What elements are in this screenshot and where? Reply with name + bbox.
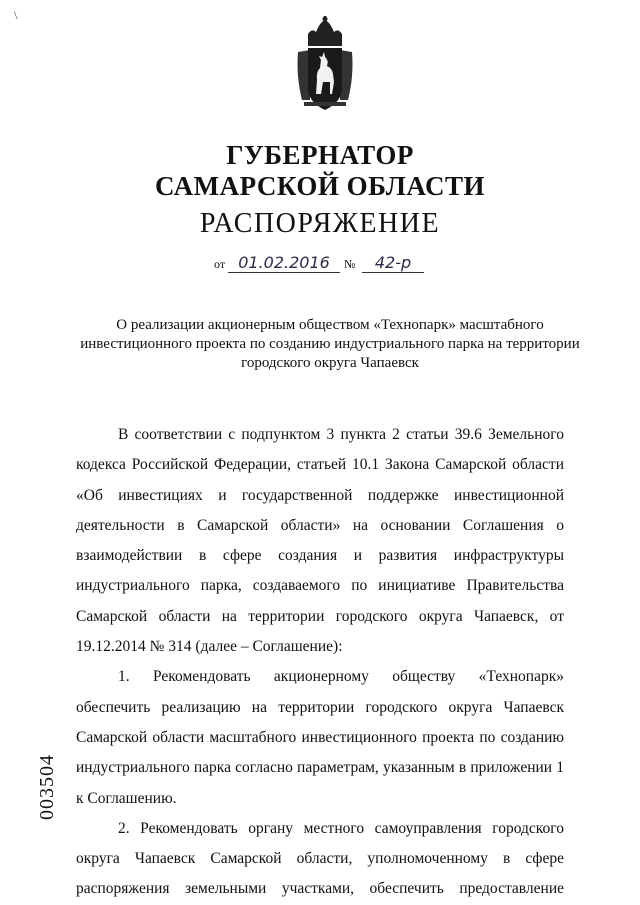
document-body (76, 420, 564, 905)
governor-title-line2: САМАРСКОЙ ОБЛАСТИ (154, 171, 486, 201)
body-paragraph-2: 1. Рекомендовать акционерному обществу «Технопарк» обеспечить реализацию на территории городского округа Чапаевск Самарской области масштабного инвестиционного проекта по созданию индустриального парка согласно параметрам, указанным в приложении 1 к Соглашению. (76, 668, 564, 807)
date-prefix: от (214, 257, 226, 271)
document-subject: О реализации акционерным обществом «Технопарк» масштабного инвестиционного проекта по созданию индустриального парка на территории городского округа Чапаевск (80, 317, 580, 371)
body-paragraph-3: 2. Рекомендовать органу местного самоуправления городского округа Чапаевск Самарской области, уполномоченному в сфере распоряжения земельными участками, обеспечить предоставление (76, 819, 564, 898)
number-prefix: № (344, 257, 356, 271)
coat-of-arms-icon (294, 16, 356, 116)
handwritten-number: 42-р (362, 253, 424, 273)
body-paragraph-1: В соответствии с подпунктом 3 пункта 2 статьи 39.6 Земельного кодекса Российской Федерации, статьей 10.1 Закона Самарской области «Об инвестициях и государственной поддержке инвестиционной деятельности в Самарской области» на основании Соглашения о взаимодействии в сфере создания и развития инфраструктуры индустриального парка, создаваемого по инициативе Правительства Самарской области на территории городского округа Чапаевск, от 19.12.2014 № 314 (далее – Соглашение): (76, 426, 564, 656)
governor-title-line1: ГУБЕРНАТОР (226, 140, 414, 170)
date-number-line (214, 252, 444, 276)
corner-mark: \ (14, 8, 18, 22)
document-type: РАСПОРЯЖЕНИЕ (199, 208, 441, 239)
vertical-stamp-number: 003504 (36, 754, 58, 820)
handwritten-date: 01.02.2016 (228, 253, 340, 273)
